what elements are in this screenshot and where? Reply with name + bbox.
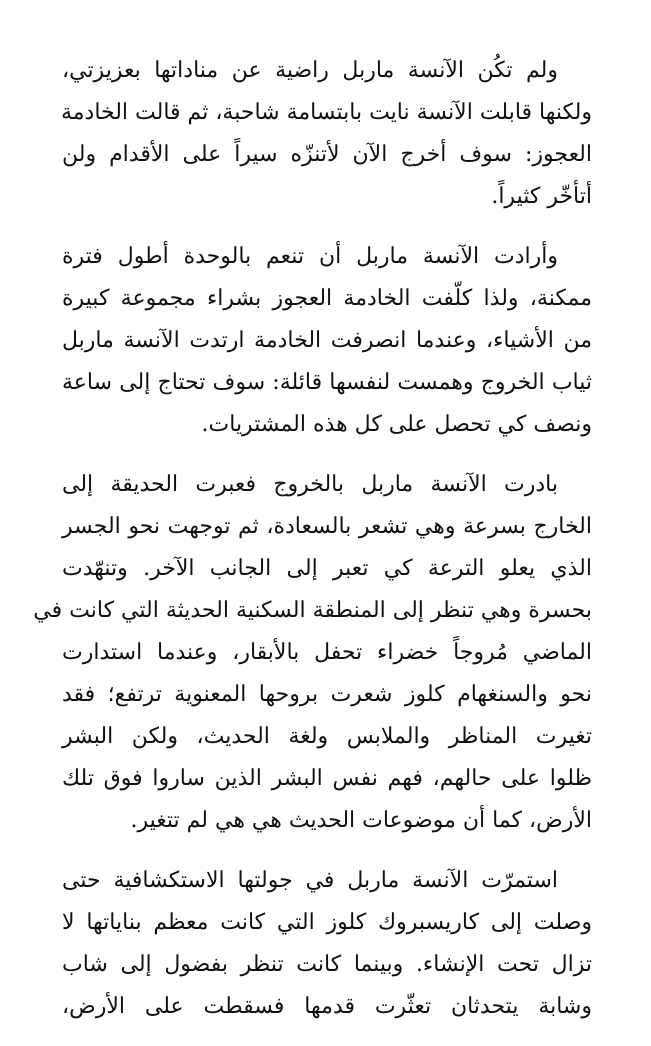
text-line: من الأشياء، وعندما انصرفت الخادمة ارتدت الآنسة ماربل	[62, 328, 592, 353]
text-line: ولكنها قابلت الآنسة نايت بابتسامة شاحبة، ثم قالت الخادمة	[60, 100, 592, 125]
text-line: الخارج بسرعة وهي تشعر بالسعادة، ثم توجهت نحو الجسر	[62, 514, 592, 539]
text-line: ثياب الخروج وهمست لنفسها قائلة: سوف تحتاج إلى ساعة	[62, 370, 592, 395]
text-line: بادرت الآنسة ماربل بالخروج فعبرت الحديقة إلى	[62, 472, 558, 497]
paragraph-4	[62, 860, 592, 1028]
text-line: أتأخّر كثيراً.	[491, 184, 592, 209]
text-line: ظلوا على حالهم، فهم نفس البشر الذين ساروا فوق تلك	[62, 766, 592, 791]
text-line: وأرادت الآنسة ماربل أن تنعم بالوحدة أطول فترة	[62, 244, 558, 269]
text-line: العجوز: سوف أخرج الآن لأتنزّه سيراً على الأقدام ولن	[62, 142, 592, 167]
text-line: الماضي مُروجاً خضراء تحفل بالأبقار، وعندما استدارت	[62, 640, 592, 665]
text-line: ولم تكُن الآنسة ماربل راضية عن مناداتها بعزيزتي،	[62, 58, 558, 83]
text-line: استمرّت الآنسة ماربل في جولتها الاستكشافية حتى	[62, 868, 558, 893]
text-line: الذي يعلو الترعة كي تعبر إلى الجانب الآخر. وتنهّدت	[62, 556, 592, 581]
text-line: وصلت إلى كاريسبروك كلوز التي كانت معظم بناياتها لا	[62, 910, 592, 935]
text-line: الأرض، كما أن موضوعات الحديث هي هي لم تتغير.	[130, 808, 592, 833]
text-line: ونصف كي تحصل على كل هذه المشتريات.	[201, 412, 592, 437]
document-page	[33, 50, 592, 1046]
paragraph-3	[33, 464, 592, 842]
text-line: وشابة يتحدثان تعثّرت قدمها فسقطت على الأرض،	[62, 994, 592, 1019]
text-line: تزال تحت الإنشاء. وبينما كانت تنظر بفضول إلى شاب	[62, 952, 592, 977]
text-line: تغيرت المناظر والملابس ولغة الحديث، ولكن البشر	[62, 724, 592, 749]
text-line: نحو والسنغهام كلوز شعرت بروحها المعنوية ترتفع؛ فقد	[62, 682, 592, 707]
paragraph-2	[62, 236, 592, 446]
text-line: بحسرة وهي تنظر إلى المنطقة السكنية الحديثة التي كانت في	[33, 598, 592, 623]
text-line: ممكنة، ولذا كلّفت الخادمة العجوز بشراء مجموعة كبيرة	[62, 286, 592, 311]
paragraph-1	[62, 50, 592, 218]
